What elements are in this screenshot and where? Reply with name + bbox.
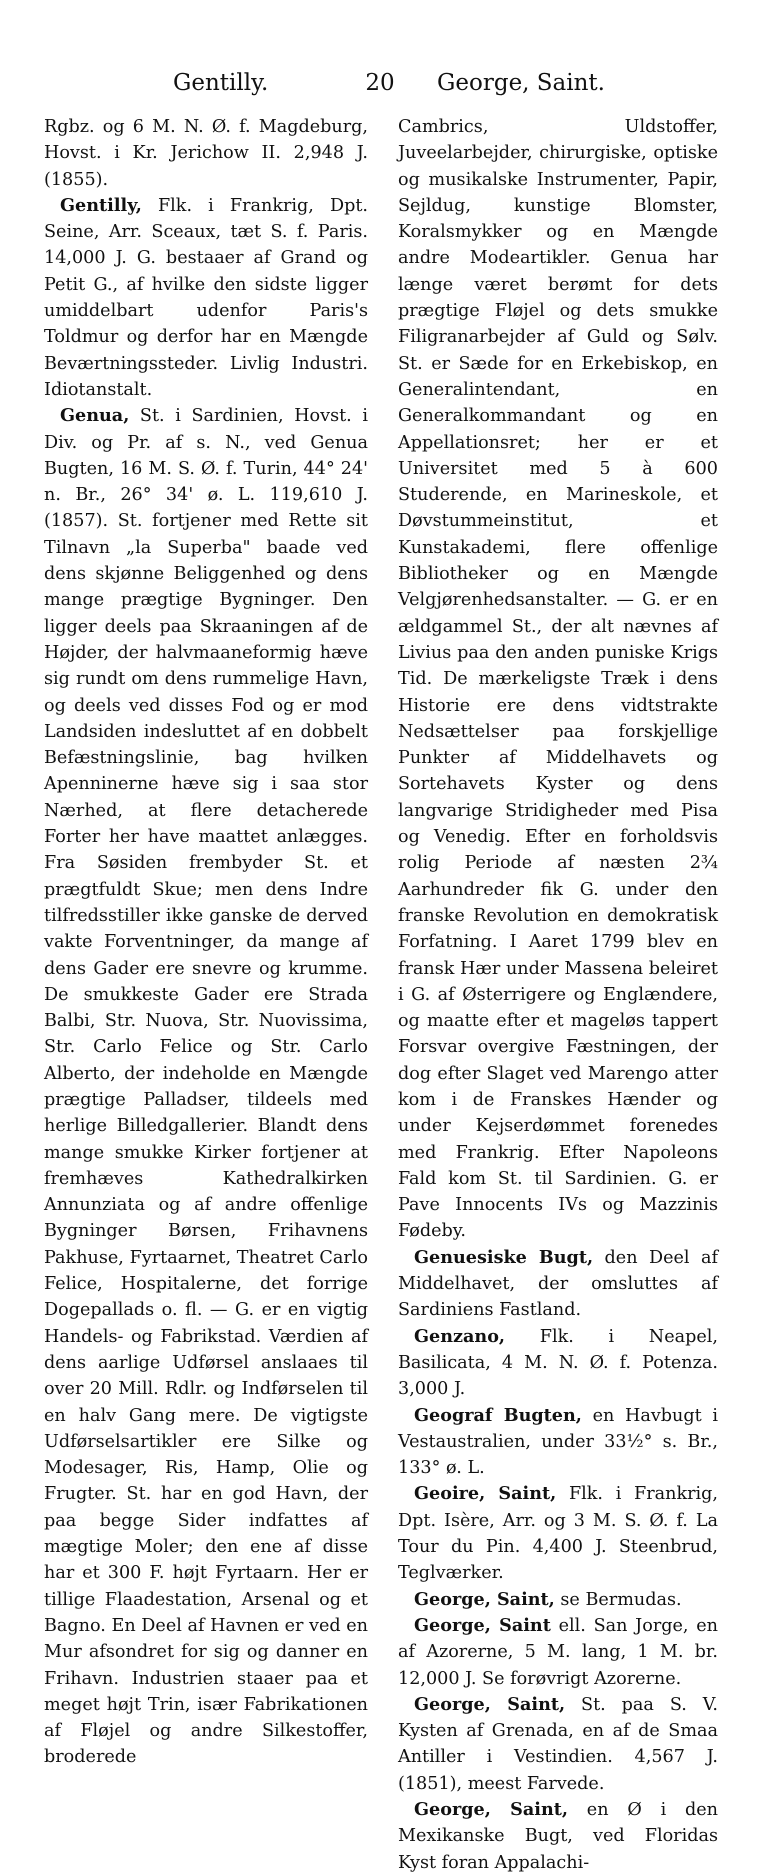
dictionary-entry [398,1587,718,1613]
header-left-guideword: Gentilly. [173,70,269,96]
entry-headword: George, Saint [414,1614,551,1636]
dictionary-entry [398,1797,718,1876]
entry-text: Flk. i Frankrig, Dpt. Isère, Arr. og 3 M. S. Ø. f. La Tour du Pin. 4,400 J. Steenbrud, Teglværker. [398,1484,718,1584]
entry-headword: George, Saint, [414,1588,555,1610]
running-header [40,70,720,104]
dictionary-entry [398,1613,718,1692]
dictionary-entry [398,114,718,1245]
right-column [398,114,718,1876]
entry-headword: Genuesiske Bugt, [414,1246,594,1268]
entry-headword: George, Saint, [414,1799,569,1820]
dictionary-entry [398,1692,718,1797]
entry-text: St. i Sardinien, Hovst. i Div. og Pr. af s. N., ved Genua Bugten, 16 M. S. Ø. f. Turin, 44° 24' n. Br., 26° 34' ø. L. 119,610 J. (1857). St. fortjener med Rette sit Tilnavn „la Superba" baade ved dens skjønne Beliggenhed og dens mange prægtige Bygninger. Den ligger deels paa Skraaningen af de Højder, der halvmaaneformig hæve sig rundt om dens rummelige Havn, og deels ved disses Fod og er mod Landsiden indesluttet af en dobbelt Befæstningslinie, bag hvilken Apenninerne hæve sig i saa stor Nærhed, at flere detacherede Forter her have maattet anlægges. Fra Søsiden frembyder St. et prægtfuldt Skue; men dens Indre tilfredsstiller ikke ganske de derved vakte Forventninger, da mange af dens Gader ere snevre og krumme. De smukkeste Gader ere Strada Balbi, Str. Nuova, Str. Nuovissima, Str. Carlo Felice og Str. Carlo Alberto, der indeholde en Mængde prægtige Palladser, tildeels med herlige Billedgallerier. Blandt dens mange smukke Kirker fortjener at fremhæves Kathedralkirken Annunziata og af andre offenlige Bygninger Børsen, Frihavnens Pakhuse, Fyrtaarnet, Theatret Carlo Felice, Hospitalerne, det forrige Dogepallads o. fl. — G. er en vigtig Handels- og Fabrikstad. Værdien af dens aarlige Udførsel anslaaes til over 20 Mill. Rdlr. og Indførselen til en halv Gang mere. De vigtigste Udførselsartikler ere Silke og Modesager, Ris, Hamp, Olie og Frugter. St. har en god Havn, der paa begge Sider indfattes af mægtige Moler; den ene af disse har et 300 F. højt Fyrtaarn. Her er tillige Flaadestation, Arsenal og et Bagno. En Deel af Havnen er ved en Mur afsondret for sig og danner en Frihavn. Industrien staaer paa et meget højt Trin, især Fabrikationen af Fløjel og andre Silkestoffer, broderede [44,406,368,1768]
header-right-guideword: George, Saint. [437,70,605,96]
dictionary-entry [44,193,368,403]
page-number: 20 [365,70,395,96]
entry-text: den Deel af Middelhavet, der omsluttes af Sardiniens Fastland. [398,1247,718,1321]
entry-text: Rgbz. og 6 M. N. Ø. f. Magdeburg, Hovst. i Kr. Jerichow II. 2,948 J. (1855). [44,117,368,190]
entry-headword: Genua, [60,405,130,427]
dictionary-entry [398,1324,718,1403]
dictionary-entry [44,403,368,1770]
dictionary-entry [44,114,368,193]
entry-text: Flk. i Neapel, Basilicata, 4 M. N. Ø. f. Potenza. 3,000 J. [398,1326,718,1400]
left-column [44,114,368,1771]
entry-headword: George, Saint, [414,1693,566,1715]
entry-text: St. paa S. V. Kysten af Grenada, en af de Smaa Antiller i Vestindien. 4,567 J. (1851), meest Farvede. [398,1694,718,1794]
entry-headword: Genzano, [414,1325,506,1347]
entry-text: Cambrics, Uldstoffer, Juveelarbejder, chirurgiske, optiske og musikalske Instrumenter, Papir, Sejldug, kunstige Blomster, Koralsmykker og en Mængde andre Modeartikler. Genua har længe været berømt for dets prægtige Fløjel og dets smukke Filigranarbejder af Guld og Sølv. St. er Sæde for en Erkebiskop, en Generalintendant, en Generalkommandant og en Appellationsret; her er et Universitet med 5 à 600 Studerende, en Marineskole, et Døvstummeinstitut, et Kunstakademi, flere offenlige Bibliotheker og en Mængde Velgjørenhedsanstalter. — G. er en ældgammel St., der alt nævnes af Livius paa den anden puniske Krigs Tid. De mærkeligste Træk i dens Historie ere dens vidtstrakte Nedsættelser paa forskjellige Punkter af Middelhavets og Sortehavets Kyster og dens langvarige Stridigheder med Pisa og Venedig. Efter en forholdsvis rolig Periode af næsten 2¾ Aarhundreder fik G. under den franske Revolution en demokratisk Forfatning. I Aaret 1799 blev en fransk Hær under Massena beleiret i G. af Østerrigere og Englændere, og maatte efter et mageløs tappert Forsvar overgive Fæstningen, der dog efter Slaget ved Marengo atter kom i de Franskes Hænder og under Kejserdømmet forenedes med Frankrig. Efter Napoleons Fald kom St. til Sardinien. G. er Pave Innocents IVs og Mazzinis Fødeby. [398,117,718,1242]
entry-text: se Bermudas. [554,1589,682,1610]
entry-text: Flk. i Frankrig, Dpt. Seine, Arr. Sceaux, tæt S. f. Paris. 14,000 J. G. bestaaer af Grand og Petit G., af hvilke den sidste ligger umiddelbart udenfor Paris's Toldmur og derfor har en Mængde Beværtningssteder. Livlig Industri. Idiotanstalt. [44,195,368,400]
entry-text: en Havbugt i Vestaustralien, under 33½° s. Br., 133° ø. L. [398,1405,718,1479]
entry-text: ell. San Jorge, en af Azorerne, 5 M. lang, 1 M. br. 12,000 J. Se forøvrigt Azorerne. [398,1615,718,1689]
entry-headword: Geograf Bugten, [414,1404,582,1426]
entry-headword: Geoire, Saint, [414,1483,557,1505]
dictionary-entry [398,1403,718,1482]
dictionary-entry [398,1245,718,1324]
entry-headword: Gentilly, [60,194,142,216]
entry-text: en Ø i den Mexikanske Bugt, ved Floridas Kyst foran Appalachi- [398,1800,718,1873]
dictionary-entry [398,1481,718,1586]
